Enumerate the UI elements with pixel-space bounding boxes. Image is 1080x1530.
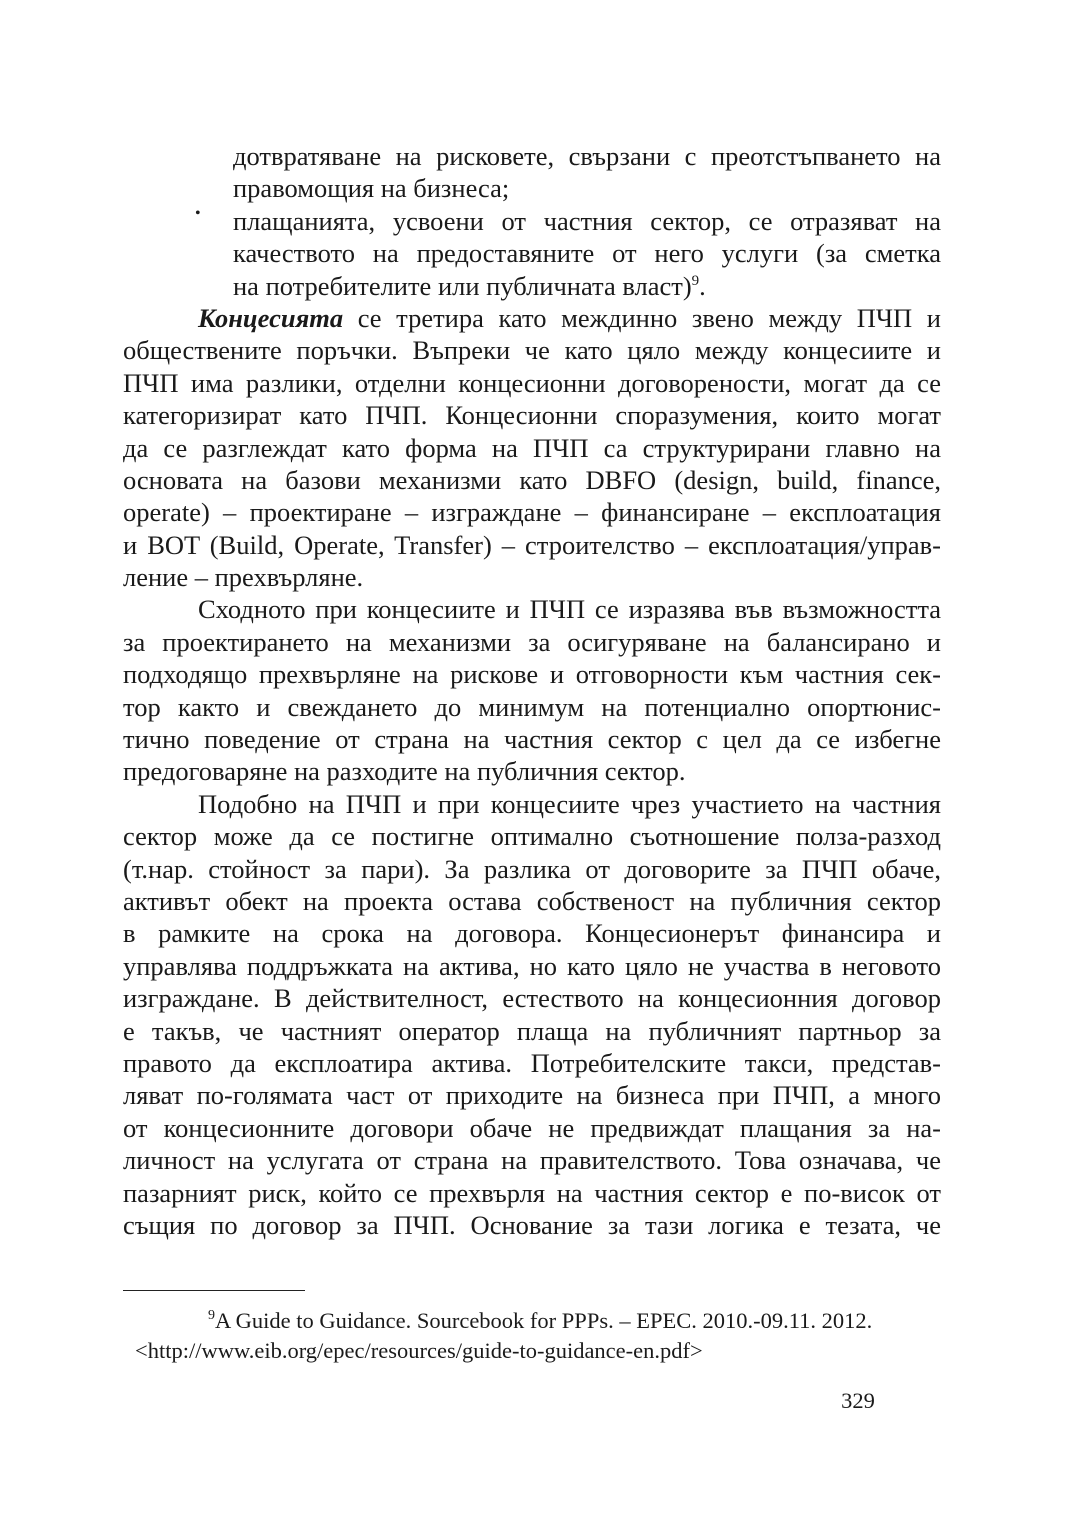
text-line: ляват по-голямата част от приходите на бизнеса при ПЧП, а много	[123, 1080, 941, 1111]
text-line: правото да експлоатира актива. Потребителските такси, представ-	[123, 1047, 941, 1078]
text-line: активът обект на проекта остава собственост на публичния сектор	[123, 885, 941, 916]
footnote-text: A Guide to Guidance. Sourcebook for PPPs. – EPEC. 2010.-09.11. 2012.	[215, 1308, 873, 1333]
lead-term: Концесията	[198, 302, 344, 333]
text-line: основата на базови механизми като DBFO (design, build, finance,	[123, 464, 941, 495]
punctuation: .	[699, 270, 706, 301]
text-line: ПЧП има разлики, отделни концесионни договорености, могат да се	[123, 367, 941, 398]
list-continuation	[123, 140, 941, 205]
text-line: operate) – проектиране – изграждане – финансиране – експлоатация	[123, 497, 941, 528]
text-line: от концесионните договори обаче не предвиждат плащания за на-	[123, 1112, 941, 1143]
text-fragment: се третира като междинно звено между ПЧП и	[343, 302, 941, 333]
paragraph	[123, 593, 941, 787]
text-line: същия по договор за ПЧП. Основание за тази логика е тезата, че	[123, 1209, 941, 1240]
bullet-item	[123, 205, 941, 302]
text-line: управлява поддръжката на актива, но като цяло не участва в неговото	[123, 950, 941, 981]
page-number: 329	[841, 1388, 875, 1413]
bullet-symbol: •	[195, 204, 201, 222]
text-line	[123, 270, 941, 302]
text-fragment: на потребителите или публичната власт)	[233, 270, 692, 301]
footnote-reference: 9	[691, 272, 700, 289]
paragraph	[123, 302, 941, 594]
text-line: (т.нар. стойност за пари). За разлика от договорите за ПЧП обаче,	[123, 853, 941, 884]
text-line: Сходното при концесиите и ПЧП се изразява във възможността	[198, 594, 941, 625]
text-line: плащанията, усвоени от частния сектор, се отразяват на	[233, 205, 941, 236]
text-line: за проектирането на механизми за осигуряване на балансирано и	[123, 626, 941, 657]
footnote	[123, 1306, 941, 1366]
text-line: категоризират като ПЧП. Концесионни споразумения, които могат	[123, 400, 941, 431]
text-line: ление – прехвърляне.	[123, 562, 364, 593]
text-line: и BOT (Build, Operate, Transfer) – строителство – експлоатация/управ-	[123, 529, 941, 560]
text-line: е такъв, че частният оператор плаща на публичният партньор за	[123, 1015, 941, 1046]
text-line: пазарният риск, който се прехвърля на частния сектор е по-висок от	[123, 1177, 941, 1208]
text-line	[123, 302, 941, 334]
text-line: в рамките на срока на договора. Концесионерът финансира и	[123, 918, 941, 949]
text-line: тор както и свеждането до минимум на потенциално опортюнис-	[123, 691, 941, 722]
text-line: дотвратяване на рисковете, свързани с преотстъпването на	[233, 141, 941, 171]
main-text	[123, 140, 941, 1241]
text-line: обществените поръчки. Въпреки че като цяло между концесиите и	[123, 335, 941, 366]
text-line: качеството на предоставяните от него услуги (за сметка	[233, 238, 941, 269]
text-line: тично поведение от страна на частния сектор с цел да се избегне	[123, 724, 941, 755]
text-line: изграждане. В действителност, естеството на концесионния договор	[123, 983, 941, 1014]
footnote-url: <http://www.eib.org/epec/resources/guide-to-guidance-en.pdf>	[135, 1338, 703, 1363]
text-line: предоговаряне на разходите на публичния сектор.	[123, 756, 686, 787]
footnote-line	[123, 1306, 941, 1336]
text-line: личност на услугата от страна на правителството. Това означава, че	[123, 1145, 941, 1176]
text-line: да се разглеждат като форма на ПЧП са структурирани главно на	[123, 432, 941, 463]
text-line: Подобно на ПЧП и при концесиите чрез участието на частния	[198, 788, 941, 819]
text-line: правомощия на бизнеса;	[233, 173, 510, 204]
text-line: подходящо прехвърляне на рискове и отговорности към частния сек-	[123, 659, 941, 690]
footnote-number: 9	[208, 1308, 215, 1323]
paragraph	[123, 788, 941, 1241]
footnote-divider	[123, 1290, 305, 1291]
text-line: сектор може да се постигне оптимално съотношение полза-разход	[123, 821, 941, 852]
